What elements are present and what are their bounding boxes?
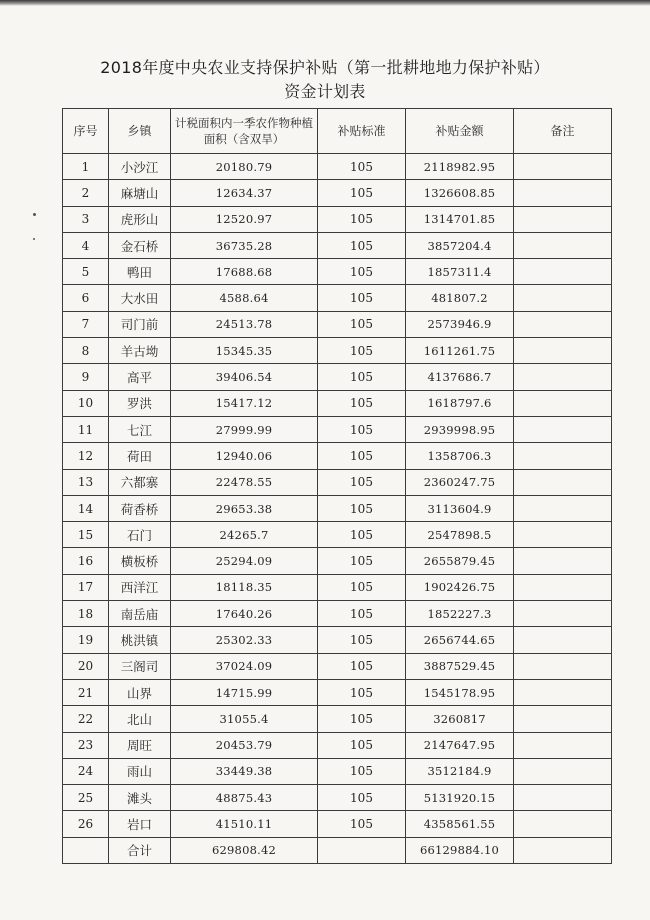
cell-seq: 13 <box>63 469 109 495</box>
cell-seq: 6 <box>63 285 109 311</box>
cell-town: 三阁司 <box>109 653 171 679</box>
cell-remark <box>514 338 612 364</box>
cell-town: 司门前 <box>109 311 171 337</box>
cell-area: 12520.97 <box>171 206 318 232</box>
table-row <box>63 627 612 653</box>
header-area: 计税面积内一季农作物种植面积（含双旱） <box>171 109 318 154</box>
cell-seq: 19 <box>63 627 109 653</box>
cell-standard: 105 <box>318 706 406 732</box>
table-row <box>63 469 612 495</box>
cell-seq: 17 <box>63 574 109 600</box>
cell-amount: 481807.2 <box>406 285 514 311</box>
cell-remark <box>514 259 612 285</box>
header-amount: 补贴金额 <box>406 109 514 154</box>
table-row <box>63 758 612 784</box>
cell-remark <box>514 364 612 390</box>
table-row <box>63 732 612 758</box>
cell-standard: 105 <box>318 206 406 232</box>
table-row <box>63 522 612 548</box>
cell-area: 33449.38 <box>171 758 318 784</box>
table-row <box>63 232 612 258</box>
cell-remark <box>514 495 612 521</box>
cell-town: 北山 <box>109 706 171 732</box>
table-row <box>63 443 612 469</box>
cell-town: 金石桥 <box>109 232 171 258</box>
cell-standard: 105 <box>318 154 406 180</box>
cell-area: 18118.35 <box>171 574 318 600</box>
cell-amount: 1852227.3 <box>406 601 514 627</box>
cell-seq: 1 <box>63 154 109 180</box>
cell-standard: 105 <box>318 259 406 285</box>
table-row <box>63 574 612 600</box>
cell-amount: 2573946.9 <box>406 311 514 337</box>
cell-amount: 1314701.85 <box>406 206 514 232</box>
cell-area: 31055.4 <box>171 706 318 732</box>
cell-area: 41510.11 <box>171 811 318 837</box>
cell-town: 鸭田 <box>109 259 171 285</box>
cell-town: 小沙江 <box>109 154 171 180</box>
cell-seq: 26 <box>63 811 109 837</box>
cell-seq: 18 <box>63 601 109 627</box>
cell-area: 14715.99 <box>171 679 318 705</box>
cell-standard: 105 <box>318 311 406 337</box>
cell-standard: 105 <box>318 390 406 416</box>
cell-amount: 2656744.65 <box>406 627 514 653</box>
header-standard: 补贴标准 <box>318 109 406 154</box>
cell-seq: 12 <box>63 443 109 469</box>
table-row <box>63 311 612 337</box>
cell-remark <box>514 679 612 705</box>
cell-remark <box>514 706 612 732</box>
cell-area: 48875.43 <box>171 785 318 811</box>
cell-area: 24513.78 <box>171 311 318 337</box>
header-town: 乡镇 <box>109 109 171 154</box>
cell-amount: 4358561.55 <box>406 811 514 837</box>
cell-standard: 105 <box>318 653 406 679</box>
table-row <box>63 548 612 574</box>
table-row <box>63 706 612 732</box>
cell-amount: 1902426.75 <box>406 574 514 600</box>
cell-remark <box>514 154 612 180</box>
cell-seq: 14 <box>63 495 109 521</box>
cell-town: 山界 <box>109 679 171 705</box>
table-row <box>63 495 612 521</box>
cell-remark <box>514 574 612 600</box>
cell-seq: 25 <box>63 785 109 811</box>
cell-standard: 105 <box>318 548 406 574</box>
cell-standard: 105 <box>318 443 406 469</box>
cell-remark <box>514 285 612 311</box>
cell-standard: 105 <box>318 469 406 495</box>
cell-town: 横板桥 <box>109 548 171 574</box>
cell-seq: 24 <box>63 758 109 784</box>
cell-standard: 105 <box>318 627 406 653</box>
cell-amount: 1618797.6 <box>406 390 514 416</box>
cell-remark <box>514 653 612 679</box>
cell-remark <box>514 443 612 469</box>
cell-standard: 105 <box>318 574 406 600</box>
table-row <box>63 390 612 416</box>
cell-area: 12634.37 <box>171 180 318 206</box>
cell-remark <box>514 206 612 232</box>
cell-amount: 5131920.15 <box>406 785 514 811</box>
cell-remark <box>514 785 612 811</box>
cell-seq: 10 <box>63 390 109 416</box>
table-row <box>63 811 612 837</box>
cell-town: 六都寨 <box>109 469 171 495</box>
cell-remark <box>514 180 612 206</box>
cell-area: 39406.54 <box>171 364 318 390</box>
total-label: 合计 <box>109 837 171 863</box>
cell-remark <box>514 601 612 627</box>
subsidy-plan-table <box>62 108 612 864</box>
cell-standard: 105 <box>318 495 406 521</box>
cell-seq: 21 <box>63 679 109 705</box>
cell-seq: 9 <box>63 364 109 390</box>
cell-town: 周旺 <box>109 732 171 758</box>
cell-area: 20453.79 <box>171 732 318 758</box>
table-row <box>63 338 612 364</box>
cell-area: 15345.35 <box>171 338 318 364</box>
table-body <box>63 154 612 838</box>
table-row <box>63 416 612 442</box>
cell-area: 29653.38 <box>171 495 318 521</box>
cell-area: 15417.12 <box>171 390 318 416</box>
cell-town: 麻塘山 <box>109 180 171 206</box>
cell-town: 桃洪镇 <box>109 627 171 653</box>
cell-amount: 3113604.9 <box>406 495 514 521</box>
cell-area: 22478.55 <box>171 469 318 495</box>
cell-town: 南岳庙 <box>109 601 171 627</box>
cell-standard: 105 <box>318 785 406 811</box>
cell-seq: 2 <box>63 180 109 206</box>
cell-standard: 105 <box>318 416 406 442</box>
cell-town: 荷香桥 <box>109 495 171 521</box>
cell-town: 虎形山 <box>109 206 171 232</box>
cell-remark <box>514 732 612 758</box>
scan-speck <box>33 213 36 216</box>
cell-area: 25302.33 <box>171 627 318 653</box>
title-line-1: 2018年度中央农业支持保护补贴（第一批耕地地力保护补贴） <box>100 58 550 77</box>
cell-seq: 11 <box>63 416 109 442</box>
cell-remark <box>514 232 612 258</box>
table-header-row <box>63 109 612 154</box>
cell-remark <box>514 390 612 416</box>
total-seq <box>63 837 109 863</box>
cell-remark <box>514 548 612 574</box>
table-row <box>63 154 612 180</box>
cell-town: 滩头 <box>109 785 171 811</box>
cell-area: 17688.68 <box>171 259 318 285</box>
cell-seq: 3 <box>63 206 109 232</box>
cell-seq: 15 <box>63 522 109 548</box>
cell-remark <box>514 627 612 653</box>
document-title <box>0 56 650 104</box>
table-row <box>63 785 612 811</box>
total-remark <box>514 837 612 863</box>
cell-amount: 1326608.85 <box>406 180 514 206</box>
total-amount: 66129884.10 <box>406 837 514 863</box>
cell-town: 荷田 <box>109 443 171 469</box>
table-row <box>63 285 612 311</box>
cell-amount: 1545178.95 <box>406 679 514 705</box>
cell-standard: 105 <box>318 285 406 311</box>
table-row <box>63 180 612 206</box>
cell-standard: 105 <box>318 679 406 705</box>
cell-amount: 1857311.4 <box>406 259 514 285</box>
cell-amount: 2655879.45 <box>406 548 514 574</box>
cell-town: 七江 <box>109 416 171 442</box>
cell-amount: 3887529.45 <box>406 653 514 679</box>
cell-town: 岩口 <box>109 811 171 837</box>
cell-amount: 2547898.5 <box>406 522 514 548</box>
cell-remark <box>514 469 612 495</box>
cell-standard: 105 <box>318 601 406 627</box>
cell-remark <box>514 522 612 548</box>
cell-area: 20180.79 <box>171 154 318 180</box>
cell-seq: 8 <box>63 338 109 364</box>
table-row <box>63 206 612 232</box>
cell-area: 4588.64 <box>171 285 318 311</box>
table-row <box>63 653 612 679</box>
cell-seq: 5 <box>63 259 109 285</box>
title-line-2: 资金计划表 <box>284 82 366 101</box>
cell-seq: 23 <box>63 732 109 758</box>
cell-standard: 105 <box>318 364 406 390</box>
cell-seq: 22 <box>63 706 109 732</box>
cell-town: 西洋江 <box>109 574 171 600</box>
table-row <box>63 364 612 390</box>
cell-amount: 3857204.4 <box>406 232 514 258</box>
cell-standard: 105 <box>318 758 406 784</box>
cell-standard: 105 <box>318 180 406 206</box>
cell-seq: 4 <box>63 232 109 258</box>
cell-town: 羊古坳 <box>109 338 171 364</box>
cell-amount: 2360247.75 <box>406 469 514 495</box>
total-standard <box>318 837 406 863</box>
table-row <box>63 601 612 627</box>
cell-standard: 105 <box>318 522 406 548</box>
cell-seq: 20 <box>63 653 109 679</box>
cell-standard: 105 <box>318 338 406 364</box>
scan-top-edge <box>0 0 650 6</box>
cell-seq: 16 <box>63 548 109 574</box>
cell-town: 雨山 <box>109 758 171 784</box>
cell-amount: 2939998.95 <box>406 416 514 442</box>
cell-area: 37024.09 <box>171 653 318 679</box>
cell-remark <box>514 311 612 337</box>
cell-area: 25294.09 <box>171 548 318 574</box>
table-total-row <box>63 837 612 863</box>
table-row <box>63 679 612 705</box>
cell-area: 12940.06 <box>171 443 318 469</box>
cell-area: 36735.28 <box>171 232 318 258</box>
cell-area: 24265.7 <box>171 522 318 548</box>
cell-amount: 1358706.3 <box>406 443 514 469</box>
scan-speck <box>33 238 35 240</box>
cell-remark <box>514 811 612 837</box>
header-remark: 备注 <box>514 109 612 154</box>
cell-standard: 105 <box>318 232 406 258</box>
cell-remark <box>514 416 612 442</box>
cell-area: 17640.26 <box>171 601 318 627</box>
cell-remark <box>514 758 612 784</box>
total-area: 629808.42 <box>171 837 318 863</box>
cell-seq: 7 <box>63 311 109 337</box>
cell-standard: 105 <box>318 811 406 837</box>
table-row <box>63 259 612 285</box>
header-seq: 序号 <box>63 109 109 154</box>
cell-town: 大水田 <box>109 285 171 311</box>
cell-town: 罗洪 <box>109 390 171 416</box>
cell-town: 石门 <box>109 522 171 548</box>
cell-town: 高平 <box>109 364 171 390</box>
cell-amount: 2147647.95 <box>406 732 514 758</box>
cell-amount: 4137686.7 <box>406 364 514 390</box>
cell-amount: 2118982.95 <box>406 154 514 180</box>
cell-area: 27999.99 <box>171 416 318 442</box>
cell-amount: 3512184.9 <box>406 758 514 784</box>
cell-standard: 105 <box>318 732 406 758</box>
cell-amount: 1611261.75 <box>406 338 514 364</box>
cell-amount: 3260817 <box>406 706 514 732</box>
